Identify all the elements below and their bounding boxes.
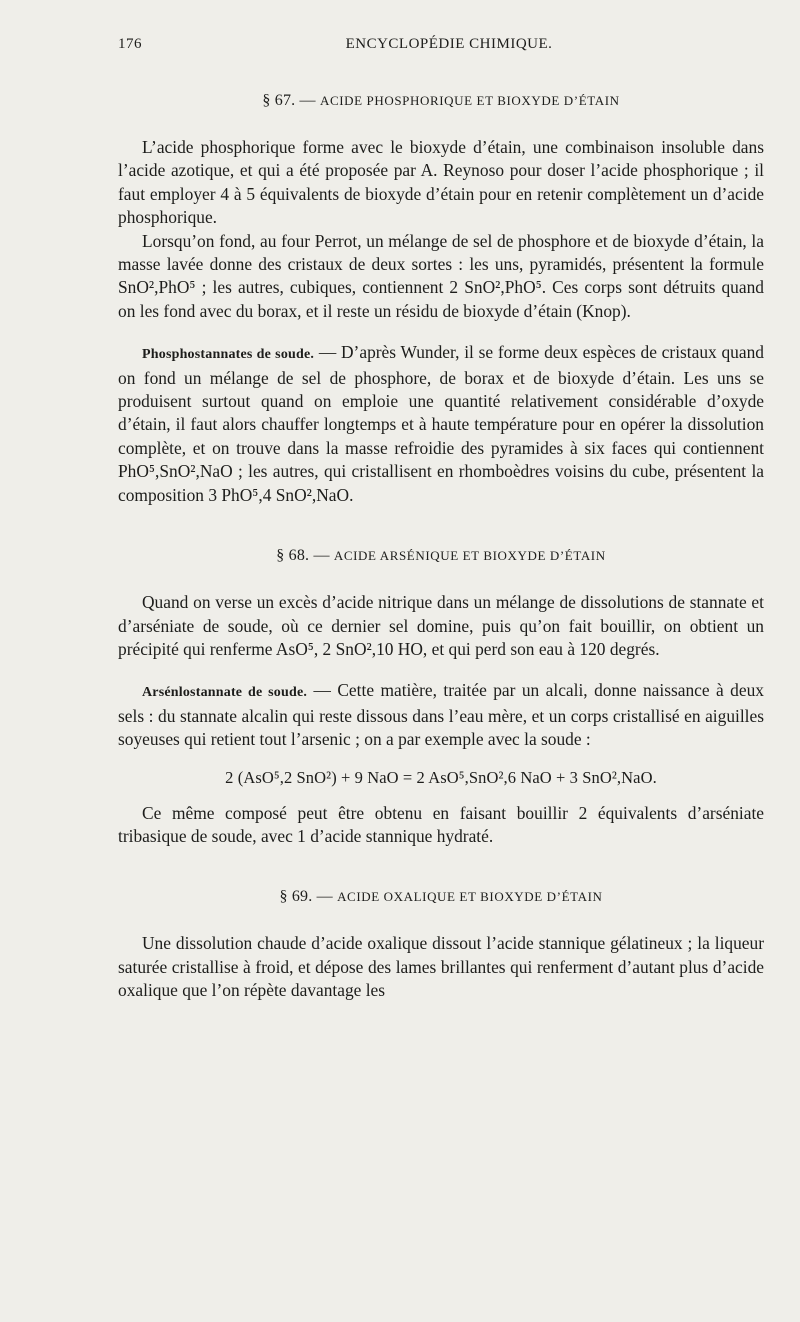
run-in-heading: Arsénlostannate de soude. [142,685,308,701]
section-number: § 68. [276,547,310,565]
paragraph-text: — D’après Wunder, il se forme deux espèces de cristaux quand on fond un mélange de sel de phosphore, de borax et de bioxyde d’étain. Les uns se produisent surtout quand on emploie une quantité relativement considérable d’oxyde d’étain, il faut alors chauffer longtemps et à haute température pour en opérer la dissolution complète, et on trouve dans la masse refroidie des pyramides à six faces qui contiennent PhO⁵,SnO²,NaO ; les autres, qui cristallisent en rhomboèdres voisins du cube, présentent la composition 3 PhO⁵,4 SnO²,NaO. [118,342,764,505]
section-dash: — [312,888,338,906]
section-heading-67 [118,92,764,110]
running-title: ENCYCLOPÉDIE CHIMIQUE. [345,36,553,52]
paragraph: L’acide phosphorique forme avec le bioxyde d’étain, une combinaison insoluble dans l’acide azotique, et qui a été proposée par A. Reynoso pour doser l’acide phosphorique ; il faut employer 4 à 5 équivalents de bioxyde d’étain pour en retenir complètement un d’acide phosphorique. [118,137,764,228]
section-number: § 67. [262,92,296,109]
paragraph-with-run-in-heading [118,341,764,507]
section-title: ACIDE PHOSPHORIQUE ET BIOXYDE D’ÉTAIN [319,93,620,108]
paragraph: Une dissolution chaude d’acide oxalique dissout l’acide stannique gélatineux ; la liqueur saturée cristallise à froid, et dépose des lames brillantes qui renferment d’autant plus d’acide oxalique que l’on répète davantage les [118,933,764,1001]
paragraph: Ce même composé peut être obtenu en faisant bouillir 2 équivalents d’arséniate tribasique de soude, avec 1 d’acide stannique hydraté. [118,802,764,846]
section-heading-69 [118,888,764,906]
page-header [118,36,760,60]
section-title: ACIDE ARSÉNIQUE ET BIOXYDE D’ÉTAIN [333,548,606,564]
page-number: 176 [118,36,142,52]
page-body [118,92,764,1003]
paragraph-text: — Cette matière, traitée par un alcali, donne naissance à deux sels : du stannate alcalin qui reste dissous dans l’eau mère, et un corps cristallisé en aiguilles soyeuses qui retient tout l’arsenic ; on a par exemple avec la soude : [118,680,764,750]
chemical-equation: 2 (AsO⁵,2 SnO²) + 9 NaO = 2 AsO⁵,SnO²,6 NaO + 3 SnO²,NaO. [225,767,657,787]
section-dash: — [309,547,334,565]
section-heading-68 [118,547,764,565]
section-dash: — [295,92,320,109]
section-number: § 69. [279,888,313,906]
section-title: ACIDE OXALIQUE ET BIOXYDE D’ÉTAIN [337,889,603,905]
paragraph: Quand on verse un excès d’acide nitrique dans un mélange de dissolutions de stannate et d’arséniate de soude, où ce dernier sel domine, puis qu’on fait bouillir, on obtient un précipité qui renferme AsO⁵, 2 SnO²,10 HO, et qui perd son eau à 120 degrés. [118,592,764,659]
paragraph-with-run-in-heading [118,679,764,751]
run-in-heading: Phosphostannates de soude. [142,347,315,363]
paragraph: Lorsqu’on fond, au four Perrot, un mélange de sel de phosphore et de bioxyde d’étain, la masse lavée donne des cristaux de deux sortes : les uns, pyramidés, présentent la formule SnO²,PhO⁵ ; les autres, cubiques, contiennent 2 SnO²,PhO⁵. Ces corps sont détruits quand on les fond avec du borax, et il reste un résidu de bioxyde d’étain (Knop). [118,230,764,321]
